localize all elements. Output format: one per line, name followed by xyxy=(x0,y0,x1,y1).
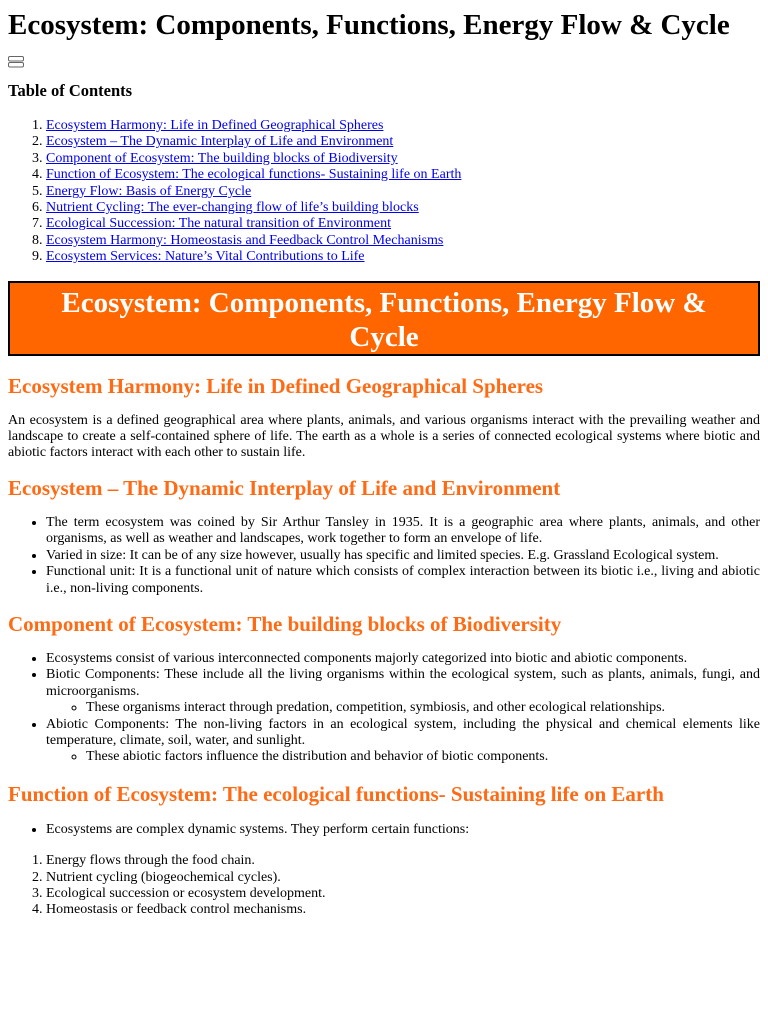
title-banner: Ecosystem: Components, Functions, Energy Flow & Cycle xyxy=(8,281,760,356)
toc-link-4[interactable]: Function of Ecosystem: The ecological functions- Sustaining life on Earth xyxy=(46,167,462,183)
article xyxy=(0,8,768,919)
list-item xyxy=(46,651,760,667)
bullet-list xyxy=(8,515,760,597)
toc-item xyxy=(46,184,760,200)
section-paragraph: An ecosystem is a defined geographical area where plants, animals, and various organisms interact with the prevailing weather and landscape to create a self-contained sphere of life. The earth as a whole is a series of connected ecological systems where biotic and abiotic factors interact with each other to sustain life. xyxy=(8,412,760,461)
list-item: • The term ecosystem was coined by Sir Arthur Tansley in 1935. It is a geographic area where plants, animals, and other organisms, as well as weather and landscapes, work together to form an envelope of life. xyxy=(46,515,760,548)
toc-link-9[interactable]: Ecosystem Services: Nature’s Vital Contributions to Life xyxy=(46,249,365,265)
toc-item xyxy=(46,151,760,167)
list-item-text: Abiotic Components: The non-living factors in an ecological system, including the physical and chemical elements like temperature, climate, soil, water, and sunlight. xyxy=(46,716,760,748)
bullet-list xyxy=(8,822,760,838)
list-item: • Varied in size: It can be of any size however, usually has specific and limited species. E.g. Grassland Ecological system. xyxy=(46,548,760,564)
page-title: Ecosystem: Components, Functions, Energy Flow & Cycle xyxy=(8,9,730,41)
toc-link-8[interactable]: Ecosystem Harmony: Homeostasis and Feedback Control Mechanisms xyxy=(46,232,444,248)
section-heading-components: Component of Ecosystem: The building blocks of Biodiversity xyxy=(8,611,562,636)
sub-list-item: ◦ These organisms interact through predation, competition, symbiosis, and other ecological relationships. xyxy=(86,700,760,716)
section-heading-functions: Function of Ecosystem: The ecological functions- Sustaining life on Earth xyxy=(8,781,664,806)
section-heading-harmony: Ecosystem Harmony: Life in Defined Geographical Spheres xyxy=(8,373,544,398)
numbered-list xyxy=(8,853,760,919)
toc-toggle-icon[interactable] xyxy=(8,56,24,68)
bullet-list xyxy=(8,651,760,766)
toc-item xyxy=(46,134,760,150)
list-item: 3. Ecological succession or ecosystem development. xyxy=(46,886,760,902)
list-item xyxy=(46,717,760,766)
list-item: • Functional unit: It is a functional unit of nature which consists of complex interaction between its biotic i.e., living and abiotic i.e., non-living components. xyxy=(46,564,760,597)
list-item xyxy=(46,667,760,716)
toc-link-3[interactable]: Component of Ecosystem: The building blocks of Biodiversity xyxy=(46,150,398,166)
toc-item xyxy=(46,167,760,183)
toc-link-5[interactable]: Energy Flow: Basis of Energy Cycle xyxy=(46,183,252,199)
toc-item xyxy=(46,216,760,232)
toc-link-7[interactable]: Ecological Succession: The natural transition of Environment xyxy=(46,216,391,232)
toc-item xyxy=(46,200,760,216)
toc-link-6[interactable]: Nutrient Cycling: The ever-changing flow of life’s building blocks xyxy=(46,200,419,216)
list-item: 1. Energy flows through the food chain. xyxy=(46,853,760,869)
toc-heading: Table of Contents xyxy=(8,81,133,100)
toc-item xyxy=(46,233,760,249)
list-item: 4. Homeostasis or feedback control mechanisms. xyxy=(46,902,760,918)
list-item-text: Ecosystems consist of various interconnected components majorly categorized into biotic and abiotic components. xyxy=(46,650,688,666)
toc-link-1[interactable]: Ecosystem Harmony: Life in Defined Geographical Spheres xyxy=(46,118,384,133)
sub-list xyxy=(46,700,760,716)
list-item: • Ecosystems are complex dynamic systems. They perform certain functions: xyxy=(46,822,760,838)
table-of-contents xyxy=(8,118,760,266)
sub-list-item: ◦ These abiotic factors influence the distribution and behavior of biotic components. xyxy=(86,749,760,765)
list-item-text: Biotic Components: These include all the living organisms within the ecological system, such as plants, animals, fungi, and microorganisms. xyxy=(46,667,760,699)
list-item: 2. Nutrient cycling (biogeochemical cycles). xyxy=(46,870,760,886)
sub-list xyxy=(46,749,760,765)
toc-item xyxy=(46,118,760,134)
section-heading-interplay: Ecosystem – The Dynamic Interplay of Life and Environment xyxy=(8,475,561,500)
toc-item xyxy=(46,249,760,265)
toc-link-2[interactable]: Ecosystem – The Dynamic Interplay of Life and Environment xyxy=(46,134,394,150)
